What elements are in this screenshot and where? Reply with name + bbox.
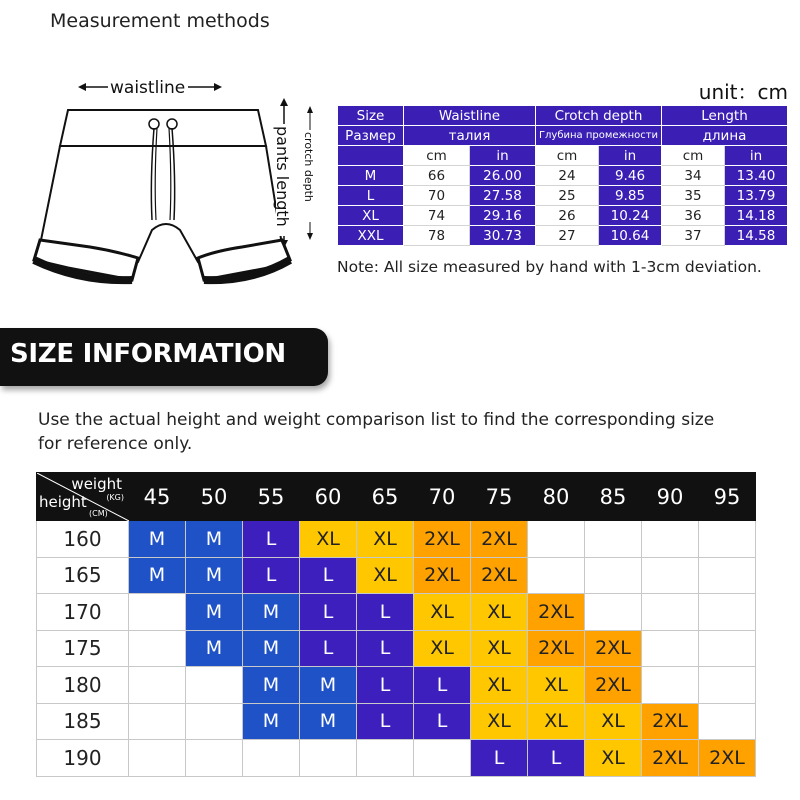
size-chart-table [36,472,756,777]
size-row [37,594,756,631]
measure-value: 35 [662,186,725,206]
unit-cell: cm [404,146,470,166]
size-cell: XL [471,667,528,704]
header-crotch-depth-ru: Глубина промежности [536,126,662,146]
size-cell: XL [471,703,528,740]
measure-value: 27.58 [470,186,536,206]
intro-line: for reference only. [38,434,193,454]
size-cell [642,557,699,594]
height-cell: 170 [37,594,129,631]
size-cell: M [129,557,186,594]
size-cell [129,740,186,777]
size-cell [129,667,186,704]
measure-value: 13.40 [725,166,788,186]
weight-header-cell: 55 [243,473,300,521]
size-cell [186,667,243,704]
measurement-table [337,105,788,246]
size-row [37,630,756,667]
weight-header-cell: 75 [471,473,528,521]
size-cell: L [300,630,357,667]
unit-cell: in [725,146,788,166]
height-cell: 165 [37,557,129,594]
header-waistline: Waistline [404,106,536,126]
size-cell: 2XL [585,667,642,704]
unit-label: unit：cm [698,80,788,104]
height-cell: 180 [37,667,129,704]
size-row [37,667,756,704]
size-cell [414,740,471,777]
size-cell [585,521,642,558]
size-cell: XL [414,630,471,667]
size-cell: L [357,667,414,704]
measure-value: 30.73 [470,226,536,246]
measure-value: 78 [404,226,470,246]
size-cell [642,667,699,704]
height-unit: (CM) [89,509,108,518]
size-cell: L [357,630,414,667]
size-cell: M [186,521,243,558]
weight-header-cell: 50 [186,473,243,521]
size-cell [129,703,186,740]
size-cell [699,630,756,667]
weight-header-cell: 70 [414,473,471,521]
height-label: height [39,493,87,511]
size-cell: L [300,557,357,594]
height-cell: 185 [37,703,129,740]
measure-value: 29.16 [470,206,536,226]
size-cell: XL [414,594,471,631]
height-cell: 190 [37,740,129,777]
size-cell [585,594,642,631]
size-cell: M [129,521,186,558]
size-cell [642,521,699,558]
unit-cell: in [470,146,536,166]
unit-cell: cm [536,146,599,166]
weight-unit: (KG) [106,493,124,502]
weight-header-cell: 80 [528,473,585,521]
measure-row [338,166,788,186]
size-cell [129,630,186,667]
size-cell: XL [471,594,528,631]
size-cell [300,740,357,777]
size-cell [585,557,642,594]
measure-value: 24 [536,166,599,186]
crotch-depth-label: crotch depth [302,132,315,202]
size-cell: M [243,667,300,704]
measure-value: 36 [662,206,725,226]
size-cell: L [357,594,414,631]
measure-value: 13.79 [725,186,788,206]
size-cell: 2XL [528,630,585,667]
header-waistline-ru: талия [404,126,536,146]
measure-value: 27 [536,226,599,246]
size-cell: L [414,703,471,740]
size-cell: M [243,594,300,631]
size-cell [642,594,699,631]
size-cell: L [300,594,357,631]
size-information-banner: SIZE INFORMATION [0,328,328,386]
size-cell: L [357,703,414,740]
size-cell: 2XL [642,703,699,740]
header-size-ru: Размер [338,126,404,146]
size-cell: L [243,521,300,558]
size-row [37,521,756,558]
header-length-ru: длина [662,126,788,146]
size-cell: L [471,740,528,777]
measure-value: 10.24 [599,206,662,226]
measure-value: 10.64 [599,226,662,246]
weight-label: weight [71,475,122,493]
measure-value: 26 [536,206,599,226]
size-cell [528,521,585,558]
size-row [37,740,756,777]
shorts-diagram [20,70,320,300]
size-cell: M [186,594,243,631]
unit-cell: cm [662,146,725,166]
size-cell: 2XL [642,740,699,777]
measure-value: 66 [404,166,470,186]
measure-value: 9.85 [599,186,662,206]
waistline-label: waistline [110,78,186,98]
size-cell: 2XL [528,594,585,631]
unit-cell: in [599,146,662,166]
measure-size: XXL [338,226,404,246]
size-row [37,703,756,740]
measure-value: 37 [662,226,725,246]
measure-row [338,186,788,206]
intro-text [38,408,714,456]
measure-value: 34 [662,166,725,186]
size-cell: M [243,703,300,740]
measure-value: 25 [536,186,599,206]
intro-line: Use the actual height and weight comparison list to find the corresponding size [38,410,715,430]
deviation-note: Note: All size measured by hand with 1-3cm deviation. [337,258,762,276]
size-cell [186,703,243,740]
size-cell: XL [471,630,528,667]
size-cell [243,740,300,777]
header-length: Length [662,106,788,126]
size-row [37,557,756,594]
size-cell: 2XL [699,740,756,777]
size-cell: XL [357,521,414,558]
measure-size: L [338,186,404,206]
size-cell: M [186,557,243,594]
measure-size: XL [338,206,404,226]
weight-header-cell: 65 [357,473,414,521]
size-cell [699,703,756,740]
measure-value: 14.58 [725,226,788,246]
size-cell: 2XL [585,630,642,667]
size-cell: XL [585,703,642,740]
height-weight-corner [37,473,129,521]
measure-value: 74 [404,206,470,226]
size-cell: 2XL [471,557,528,594]
size-cell: XL [300,521,357,558]
size-cell: L [528,740,585,777]
header-size: Size [338,106,404,126]
size-cell: 2XL [471,521,528,558]
pants-length-label: pants length [273,126,292,227]
weight-header-cell: 85 [585,473,642,521]
size-cell: 2XL [414,557,471,594]
size-cell [528,557,585,594]
size-cell [699,521,756,558]
measure-value: 70 [404,186,470,206]
weight-header-cell: 45 [129,473,186,521]
size-cell: M [243,630,300,667]
measure-value: 26.00 [470,166,536,186]
size-cell: L [243,557,300,594]
size-cell: XL [528,703,585,740]
height-cell: 175 [37,630,129,667]
measure-row [338,206,788,226]
size-cell: XL [357,557,414,594]
size-cell [129,594,186,631]
measure-size: M [338,166,404,186]
size-cell [699,667,756,704]
size-cell: M [300,667,357,704]
measure-row [338,226,788,246]
height-cell: 160 [37,521,129,558]
size-cell: L [414,667,471,704]
size-cell [642,630,699,667]
size-cell: XL [585,740,642,777]
weight-header-cell: 90 [642,473,699,521]
unit-corner [338,146,404,166]
size-cell: XL [528,667,585,704]
weight-header-row [37,473,756,521]
weight-header-cell: 60 [300,473,357,521]
size-cell: 2XL [414,521,471,558]
size-cell: M [300,703,357,740]
measurement-title: Measurement methods [50,10,270,32]
measure-value: 14.18 [725,206,788,226]
measure-value: 9.46 [599,166,662,186]
header-crotch-depth: Crotch depth [536,106,662,126]
size-cell [699,557,756,594]
size-cell [186,740,243,777]
size-cell [699,594,756,631]
size-cell [357,740,414,777]
size-cell: M [186,630,243,667]
weight-header-cell: 95 [699,473,756,521]
